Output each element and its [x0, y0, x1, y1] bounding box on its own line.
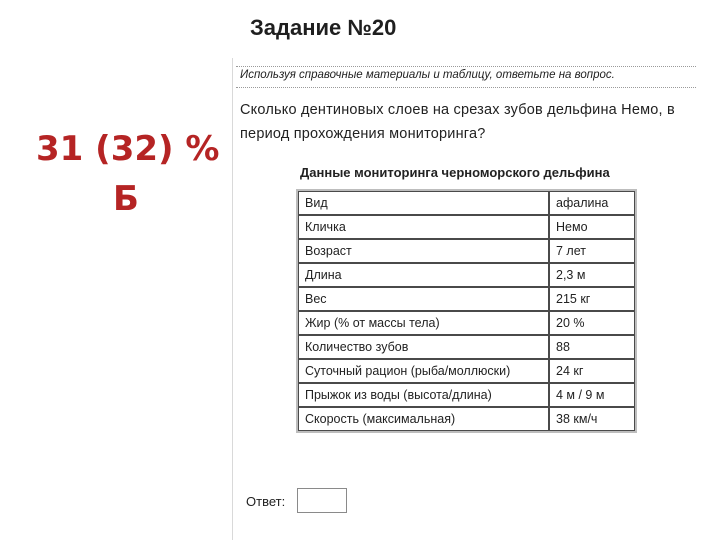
- row-value: 88: [549, 335, 635, 359]
- table-row: [298, 263, 635, 287]
- table-row: [298, 239, 635, 263]
- row-key: Вид: [298, 191, 549, 215]
- answer-input[interactable]: [297, 488, 347, 513]
- row-key: Жир (% от массы тела): [298, 311, 549, 335]
- score-percent: 31 (32) %: [36, 129, 220, 169]
- row-key: Кличка: [298, 215, 549, 239]
- row-key: Прыжок из воды (высота/длина): [298, 383, 549, 407]
- row-value: 4 м / 9 м: [549, 383, 635, 407]
- row-key: Суточный рацион (рыба/моллюски): [298, 359, 549, 383]
- row-value: 24 кг: [549, 359, 635, 383]
- left-border-line: [232, 58, 233, 540]
- table-row: [298, 287, 635, 311]
- row-key: Скорость (максимальная): [298, 407, 549, 431]
- answer-label: Ответ:: [246, 494, 286, 509]
- row-value: 215 кг: [549, 287, 635, 311]
- row-value: 2,3 м: [549, 263, 635, 287]
- row-key: Количество зубов: [298, 335, 549, 359]
- table-caption: Данные мониторинга черноморского дельфина: [300, 165, 610, 180]
- row-key: Длина: [298, 263, 549, 287]
- table-row: [298, 311, 635, 335]
- instruction-divider: [236, 87, 696, 88]
- table-row: [298, 215, 635, 239]
- row-key: Вес: [298, 287, 549, 311]
- table-row: [298, 359, 635, 383]
- table-row: [298, 335, 635, 359]
- table-row: [298, 383, 635, 407]
- top-divider: [236, 66, 696, 67]
- row-value: 20 %: [549, 311, 635, 335]
- monitoring-table: [296, 189, 637, 433]
- score-block: [36, 124, 220, 224]
- task-instruction: Используя справочные материалы и таблицу, ответьте на вопрос.: [240, 69, 615, 81]
- row-value: Немо: [549, 215, 635, 239]
- score-level: Б: [113, 179, 139, 219]
- task-title: Задание №20: [250, 15, 397, 40]
- row-value: 38 км/ч: [549, 407, 635, 431]
- row-value: афалина: [549, 191, 635, 215]
- row-key: Возраст: [298, 239, 549, 263]
- row-value: 7 лет: [549, 239, 635, 263]
- task-question: Сколько дентиновых слоев на срезах зубов дельфина Немо, в период прохождения мониторинга?: [240, 102, 675, 142]
- table-row: [298, 191, 635, 215]
- table-row: [298, 407, 635, 431]
